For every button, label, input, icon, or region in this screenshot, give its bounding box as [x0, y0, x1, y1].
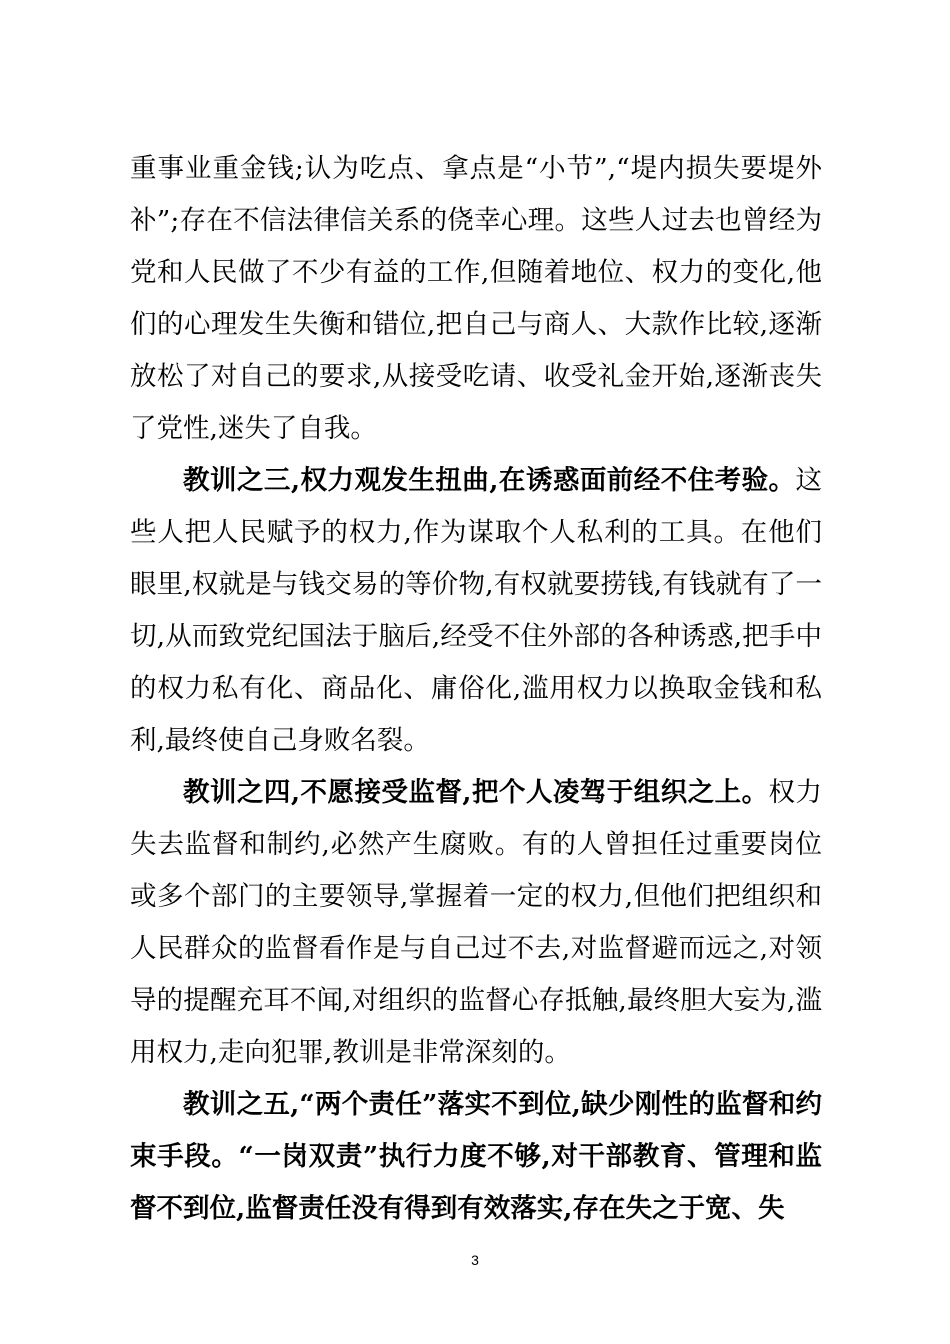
paragraph-3-text: 权力失去监督和制约,必然产生腐败。有的人曾担任过重要岗位或多个部门的主要领导,掌握着一定的权力,但他们把组织和人民群众的监督看作是与自己过不去,对监督避而远之,对领导的提醒充耳不闻,对组织的监督心存抵触,最终胆大妄为,滥用权力,走向犯罪,教训是非常深刻的。 [130, 777, 823, 1068]
paragraph-2 [130, 455, 822, 767]
paragraph-1 [130, 143, 822, 455]
page-number: 3 [471, 1252, 479, 1268]
paragraph-1-text: 重事业重金钱;认为吃点、拿点是“小节”,“堤内损失要堤外补”;存在不信法律信关系的侥幸心理。这些人过去也曾经为党和人民做了不少有益的工作,但随着地位、权力的变化,他们的心理发生失衡和错位,把自己与商人、大款作比较,逐渐放松了对自己的要求,从接受吃请、收受礼金开始,逐渐丧失了党性,迷失了自我。 [130, 153, 822, 444]
paragraph-2-lead: 教训之三,权力观发生扭曲,在诱惑面前经不住考验。 [183, 465, 796, 496]
body-text [130, 143, 822, 1235]
paragraph-4-lead: 教训之五,“两个责任”落实不到位,缺少刚性的监督和约束手段。“一岗双责”执行力度不够,对干部教育、管理和监督不到位,监督责任没有得到有效落实,存在失之于宽、失 [130, 1089, 822, 1224]
paragraph-3 [130, 767, 822, 1079]
paragraph-3-lead: 教训之四,不愿接受监督,把个人凌驾于组织之上。 [183, 777, 769, 808]
paragraph-4 [130, 1079, 822, 1235]
paragraph-2-text: 这些人把人民赋予的权力,作为谋取个人私利的工具。在他们眼里,权就是与钱交易的等价物,有权就要捞钱,有钱就有了一切,从而致党纪国法于脑后,经受不住外部的各种诱惑,把手中的权力私有化、商品化、庸俗化,滥用权力以换取金钱和私利,最终使自己身败名裂。 [130, 465, 822, 756]
